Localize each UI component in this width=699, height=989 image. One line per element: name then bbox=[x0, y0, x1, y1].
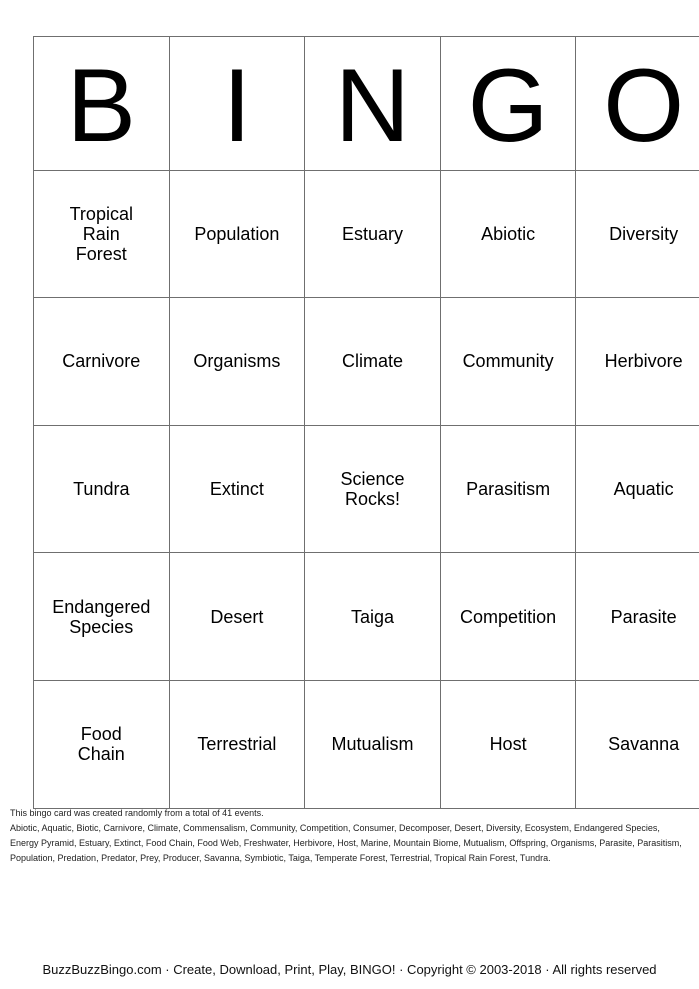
cell-text: Rain bbox=[82, 223, 120, 244]
cell-text: Chain bbox=[77, 744, 125, 765]
bingo-cell bbox=[169, 425, 305, 553]
cell-text: Organisms bbox=[193, 351, 281, 372]
cell-text: Diversity bbox=[609, 223, 679, 244]
cell-text: Mutualism bbox=[331, 734, 414, 755]
cell-text: Parasite bbox=[610, 606, 677, 627]
info-summary: This bingo card was created randomly from a total of 41 events. bbox=[10, 808, 264, 818]
card-row bbox=[34, 298, 699, 426]
cell-text: Host bbox=[489, 734, 527, 755]
header-letter-g: G bbox=[440, 37, 576, 171]
card-row bbox=[34, 170, 699, 298]
cell-text: Terrestrial bbox=[197, 734, 277, 755]
bingo-cell bbox=[34, 298, 170, 426]
header-letter-n: N bbox=[305, 37, 441, 171]
bingo-cell bbox=[34, 170, 170, 298]
cell-text: Science bbox=[340, 469, 405, 490]
info-events-list: Abiotic, Aquatic, Biotic, Carnivore, Climate, Commensalism, Community, Competition, Consumer, Decomposer, Desert, Diversity, Ecosystem, Endangered Species, Energy Pyramid, Estuary, Extinct, Food Chain, Food Web, Freshwater, Herbivore, Host, Marine, Mountain Biome, Mutualism, Offspring, Organisms, Parasite, Parasitism, Population, Predation, Predator, Prey, Producer, Savanna, Symbiotic, Taiga, Temperate Forest, Terrestrial, Tropical Rain Forest, Tundra. bbox=[10, 823, 682, 863]
cell-text: Carnivore bbox=[62, 351, 141, 372]
bingo-cell bbox=[305, 680, 441, 808]
cell-text: Food bbox=[80, 724, 122, 745]
cell-text: Climate bbox=[341, 351, 403, 372]
footer-credit: BuzzBuzzBingo.com · Create, Download, Print, Play, BINGO! · Copyright © 2003-2018 · All rights reserved bbox=[42, 962, 657, 977]
cell-text: Competition bbox=[460, 606, 557, 627]
bingo-cell bbox=[169, 553, 305, 681]
cell-text: Forest bbox=[75, 243, 127, 264]
bingo-cell bbox=[34, 553, 170, 681]
bingo-cell bbox=[169, 298, 305, 426]
cell-text: Species bbox=[69, 616, 134, 637]
bingo-cell bbox=[576, 170, 699, 298]
bingo-cell bbox=[440, 680, 576, 808]
bingo-cell bbox=[576, 553, 699, 681]
card-info bbox=[10, 806, 690, 866]
bingo-cell bbox=[440, 425, 576, 553]
bingo-cell bbox=[34, 680, 170, 808]
bingo-cell bbox=[440, 298, 576, 426]
cell-text: Tropical bbox=[69, 203, 133, 224]
cell-text: Population bbox=[194, 223, 280, 244]
cell-text: Herbivore bbox=[604, 351, 683, 372]
cell-text: Rocks! bbox=[344, 489, 400, 510]
cell-text: Taiga bbox=[350, 606, 394, 627]
cell-text: Community bbox=[462, 351, 554, 372]
bingo-cell bbox=[305, 298, 441, 426]
header-letter-i: I bbox=[169, 37, 305, 171]
cell-text: Savanna bbox=[608, 734, 680, 755]
cell-text: Desert bbox=[210, 606, 264, 627]
bingo-cell bbox=[169, 680, 305, 808]
card-row bbox=[34, 553, 699, 681]
header-letter-b: B bbox=[34, 37, 170, 171]
card-row bbox=[34, 680, 699, 808]
bingo-cell bbox=[576, 425, 699, 553]
cell-text: Aquatic bbox=[613, 479, 674, 500]
cell-text: Parasitism bbox=[466, 479, 551, 500]
bingo-cell bbox=[305, 553, 441, 681]
bingo-cell bbox=[169, 170, 305, 298]
free-space-cell bbox=[305, 425, 441, 553]
header-letter-o: O bbox=[576, 37, 699, 171]
cell-text: Extinct bbox=[209, 479, 264, 500]
bingo-cell bbox=[34, 425, 170, 553]
bingo-card bbox=[33, 36, 699, 809]
bingo-cell bbox=[305, 170, 441, 298]
cell-text: Tundra bbox=[73, 479, 130, 500]
cell-text: Endangered bbox=[52, 596, 151, 617]
card-row bbox=[34, 425, 699, 553]
cell-text: Abiotic bbox=[481, 223, 536, 244]
bingo-cell bbox=[576, 298, 699, 426]
header-row bbox=[34, 37, 699, 171]
cell-text: Estuary bbox=[341, 223, 403, 244]
bingo-cell bbox=[440, 553, 576, 681]
bingo-cell bbox=[440, 170, 576, 298]
bingo-cell bbox=[576, 680, 699, 808]
